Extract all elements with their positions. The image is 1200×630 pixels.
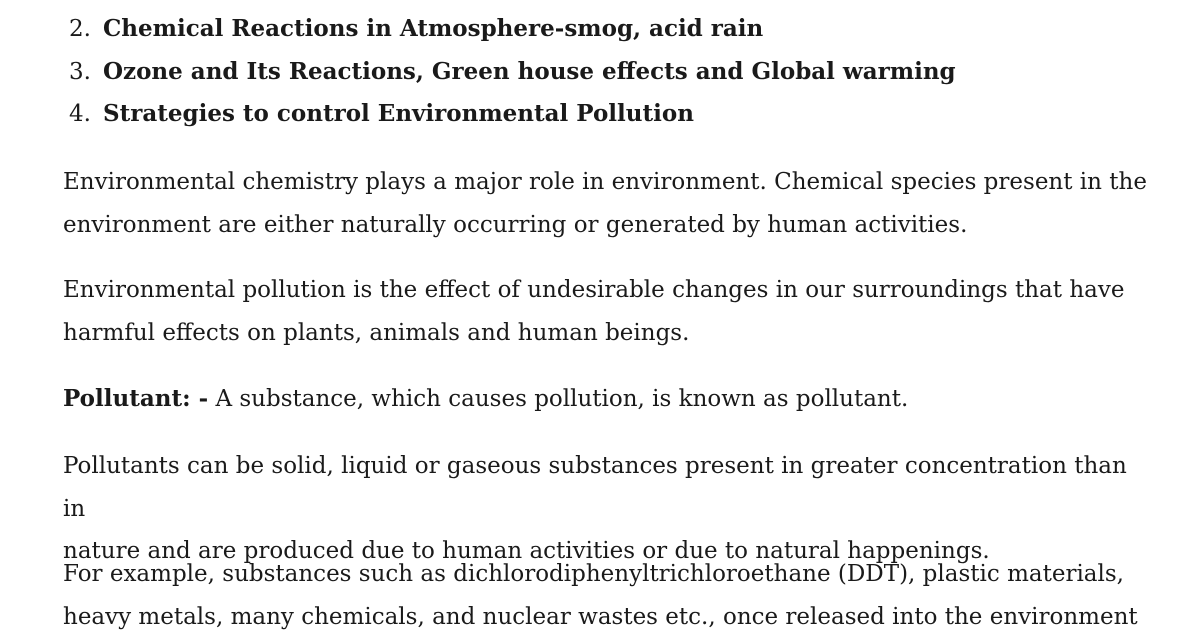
- paragraph-line: nature and are produced due to human activities or due to natural happenings.: [63, 538, 990, 564]
- topic-number: 3.: [69, 58, 91, 85]
- paragraph-line: environment are either naturally occurring or generated by human activities.: [63, 211, 968, 238]
- topic-number: 4.: [69, 101, 91, 127]
- paragraph-environmental-pollution: [63, 269, 1153, 354]
- topic-item-2: [63, 8, 1163, 51]
- paragraph-examples: [63, 553, 1153, 630]
- pollutant-definition: A substance, which causes pollution, is known as pollutant.: [208, 386, 909, 412]
- paragraph-pollutant-definition: [63, 378, 1153, 421]
- paragraph-line: For example, substances such as dichlorodiphenyltrichloroethane (DDT), plastic materials,: [63, 561, 1124, 587]
- paragraph-line: Environmental chemistry plays a major role in environment. Chemical species present in the: [63, 169, 1147, 195]
- topic-item-3: [63, 51, 1163, 94]
- paragraph-line: [63, 378, 1153, 421]
- paragraph-line: Environmental pollution is the effect of undesirable changes in our surroundings that have: [63, 277, 1125, 303]
- topic-text: Strategies to control Environmental Pollution: [103, 100, 694, 127]
- paragraph-environmental-chemistry: [63, 161, 1153, 246]
- pollutant-term: Pollutant: -: [63, 385, 209, 412]
- topic-item-4: [63, 93, 1163, 136]
- topic-text: Chemical Reactions in Atmosphere-smog, acid rain: [103, 15, 764, 42]
- topic-number: 2.: [69, 16, 91, 42]
- paragraph-line: Pollutants can be solid, liquid or gaseous substances present in greater concentration than in: [63, 453, 1127, 522]
- paragraph-line: heavy metals, many chemicals, and nuclear wastes etc., once released into the environment: [63, 603, 1138, 630]
- paragraph-line: harmful effects on plants, animals and human beings.: [63, 319, 690, 346]
- topic-text: Ozone and Its Reactions, Green house effects and Global warming: [103, 57, 956, 85]
- topic-list: [63, 8, 1163, 136]
